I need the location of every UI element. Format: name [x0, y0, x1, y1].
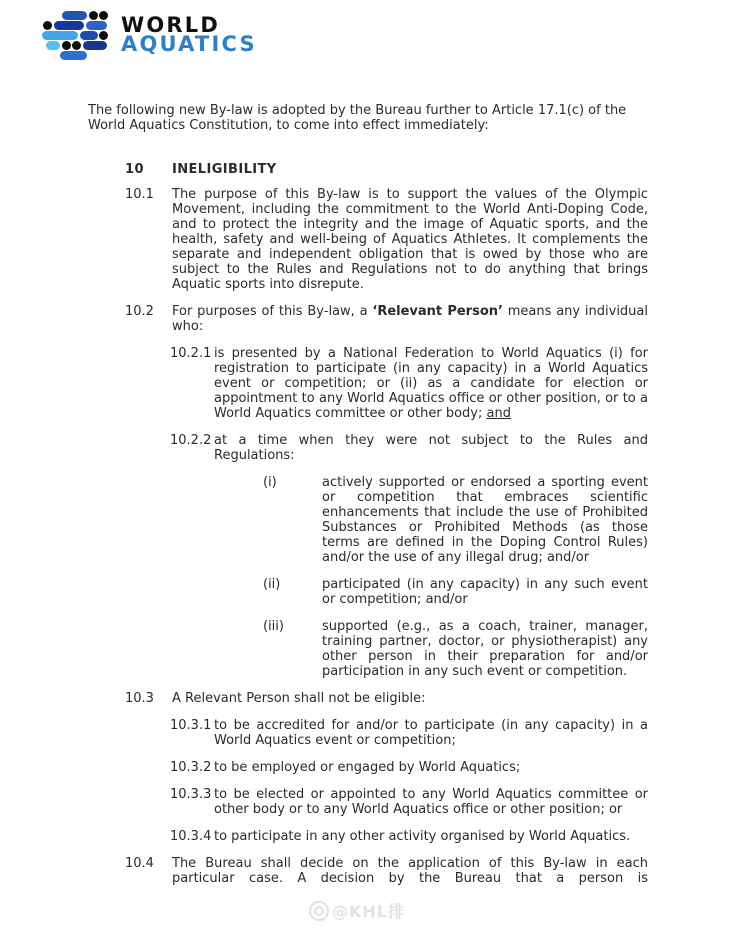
clause-10-2-2 — [88, 433, 648, 463]
clause-10-4 — [88, 856, 648, 886]
clause-text: participated (in any capacity) in any such event or competition; and/or — [322, 577, 648, 607]
clause-text: The Bureau shall decide on the application of this By-law in each particular case. A decision by the Bureau that a person is — [172, 856, 648, 886]
clause-number: 10.2.2 — [170, 433, 212, 448]
section-heading — [88, 162, 648, 177]
clause-text: at a time when they were not subject to the Rules and Regulations: — [214, 433, 648, 463]
clause-text: to be employed or engaged by World Aquatics; — [214, 760, 521, 775]
clause-text: A Relevant Person shall not be eligible: — [172, 691, 426, 706]
clause-number: (i) — [263, 475, 277, 490]
clause-text: supported (e.g., as a coach, trainer, manager, training partner, doctor, or physiotherapist) any other person in their preparation for and/or participation in any such event or competition. — [322, 619, 648, 679]
clause-number: (ii) — [263, 577, 281, 592]
clause-number: 10.3 — [125, 691, 154, 706]
world-aquatics-logo-mark-icon — [42, 9, 108, 61]
clause-number: 10.2 — [125, 304, 154, 319]
watermark-text: @KHL排 — [332, 902, 405, 921]
clause-10-3 — [88, 691, 648, 706]
clause-10-2 — [88, 304, 648, 334]
clause-number: (iii) — [263, 619, 284, 634]
wordmark-line1: WORLD — [121, 13, 220, 37]
clause-10-1 — [88, 187, 648, 292]
clause-number: 10.3.2 — [170, 760, 212, 775]
section-title: INELIGIBILITY — [172, 162, 277, 177]
underlined-and: and — [486, 406, 511, 421]
world-aquatics-wordmark — [121, 13, 257, 56]
clause-number: 10.3.1 — [170, 718, 212, 733]
clause-text: to be elected or appointed to any World Aquatics committee or other body or to any World Aquatics office or other position; or — [214, 787, 648, 817]
clause-text: to participate in any other activity organised by World Aquatics. — [214, 829, 631, 844]
clause-number: 10.2.1 — [170, 346, 212, 361]
subclause-i — [88, 475, 648, 565]
weibo-watermark — [309, 899, 405, 922]
clause-number: 10.4 — [125, 856, 154, 871]
clause-10-3-4 — [88, 829, 648, 844]
subclause-ii — [88, 577, 648, 607]
section-number: 10 — [125, 162, 144, 177]
wordmark-line2: AQUATICS — [121, 32, 257, 56]
bylaw-text-block — [88, 103, 648, 898]
clause-number: 10.3.4 — [170, 829, 212, 844]
world-aquatics-logo — [42, 9, 257, 61]
clause-10-2-1 — [88, 346, 648, 421]
clause-number: 10.1 — [125, 187, 154, 202]
clause-text: is presented by a National Federation to World Aquatics (i) for registration to participate (in any capacity) in a World Aquatics event or competition; or (ii) as a candidate for election or appointment to any World Aquatics office or other position, or to a World Aquatics committee or other body; and — [214, 346, 648, 421]
clause-text: The purpose of this By-law is to support the values of the Olympic Movement, including the commitment to the World Anti-Doping Code, and to protect the integrity and the image of Aquatic sports, and the health, safety and well-being of Aquatics Athletes. It complements the separate and independent obligation that is owed by those who are subject to the Rules and Regulations not to do anything that brings Aquatic sports into disrepute. — [172, 187, 648, 292]
clause-10-3-3 — [88, 787, 648, 817]
clause-number: 10.3.3 — [170, 787, 212, 802]
clause-10-3-1 — [88, 718, 648, 748]
weibo-icon — [309, 901, 329, 921]
clause-text: to be accredited for and/or to participate (in any capacity) in a World Aquatics event or competition; — [214, 718, 648, 748]
clause-10-3-2 — [88, 760, 648, 775]
intro-paragraph: The following new By-law is adopted by the Bureau further to Article 17.1(c) of the World Aquatics Constitution, to come into effect immediately: — [88, 103, 627, 133]
clause-text: actively supported or endorsed a sporting event or competition that embraces scientific enhancements that include the use of Prohibited Substances or Prohibited Methods (as those terms are defined in the Doping Control Rules) and/or the use of any illegal drug; and/or — [322, 475, 648, 565]
subclause-iii — [88, 619, 648, 679]
clause-text: For purposes of this By-law, a ‘Relevant Person’ means any individual who: — [172, 304, 648, 334]
relevant-person-term: ‘Relevant Person’ — [372, 304, 503, 319]
